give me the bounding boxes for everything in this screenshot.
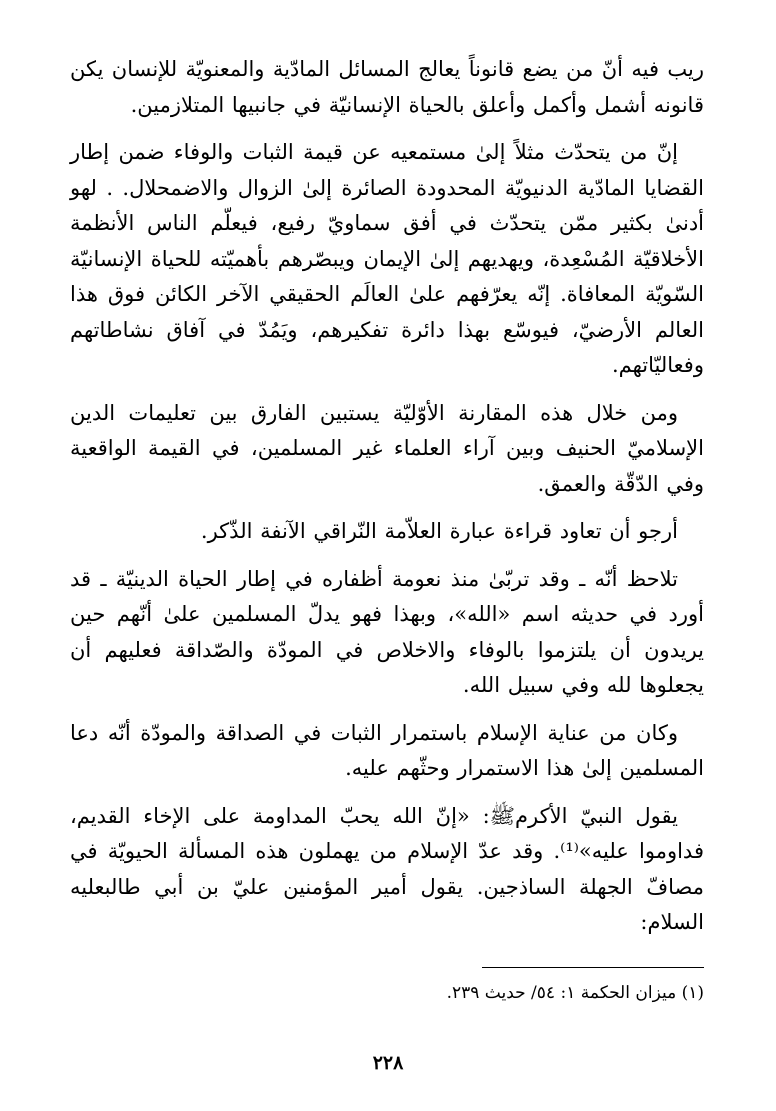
page-body [70,52,704,953]
footnote-divider [482,967,704,968]
paragraph-4: أرجو أن تعاود قراءة عبارة العلاّمة النّراقي الآنفة الذّكر. [200,519,678,543]
paragraph-1: ريب فيه أنّ من يضع قانوناً يعالج المسائل المادّية والمعنويّة للإنسان يكن قانونه أشمل وأكمل وأعلق بالحياة الإنسانيّة في جانبيها المتلازمين. [70,57,704,117]
paragraph-3: ومن خلال هذه المقارنة الأوّليّة يستبين الفارق بين تعليمات الدين الإسلاميّ الحنيف وبين آراء العلماء غير المسلمين، في القيمة الواقعية وفي الدّقّة والعمق. [70,400,704,496]
paragraph-7: يقول النبيّ الأكرمﷺ: «إنّ الله يحبّ المداومة على الإخاء القديم، فداوموا عليه»⁽¹⁾. وقد عدّ الإسلام من يهملون هذه المسألة الحيويّة في مصافّ الجهلة الساذجين. يقول أمير المؤمنين عليّ بن أبي طالبعليه السلام: [70,803,704,934]
paragraph-6: وكان من عناية الإسلام باستمرار الثبات في الصداقة والمودّة أنّه دعا المسلمين إلىٰ هذا الاستمرار وحثّهم عليه. [70,720,704,780]
page-number: ٢٢٨ [372,1052,404,1074]
paragraph-5: تلاحظ أنّه ـ وقد تربّىٰ منذ نعومة أظفاره في إطار الحياة الدينيّة ـ قد أورد في حديثه اسم «الله»، وبهذا فهو يدلّ المسلمين علىٰ أنّهم حين يريدون أن يلتزموا بالوفاء والاخلاص في المودّة والصّداقة فعليهم أن يجعلوها لله وفي سبيل الله. [70,566,704,697]
footnote: (١) ميزان الحكمة ١: ٥٤/ حديث ٢٣٩. [446,983,704,1003]
paragraph-2: إنّ من يتحدّث مثلاً إلىٰ مستمعيه عن قيمة الثبات والوفاء ضمن إطار القضايا المادّية الدنيويّة المحدودة الصائرة إلىٰ الزوال والاضمحلال. . لهو أدنىٰ بكثير ممّن يتحدّث في أفق سماويّ رفيع، فيعلّم الناس الأنظمة الأخلاقيّة المُسْعِدة، ويهديهم إلىٰ الإيمان ويبصّرهم بأهميّته للحياة الإنسانيّة السّويّة المعافاة. إنّه يعرّفهم علىٰ العالَم الحقيقي الآخر الكائن فوق هذا العالم الأرضيّ، فيوسّع بهذا دائرة تفكيرهم، ويَمُدّ في آفاق نشاطاتهم وفعاليّاتهم. [70,140,704,377]
